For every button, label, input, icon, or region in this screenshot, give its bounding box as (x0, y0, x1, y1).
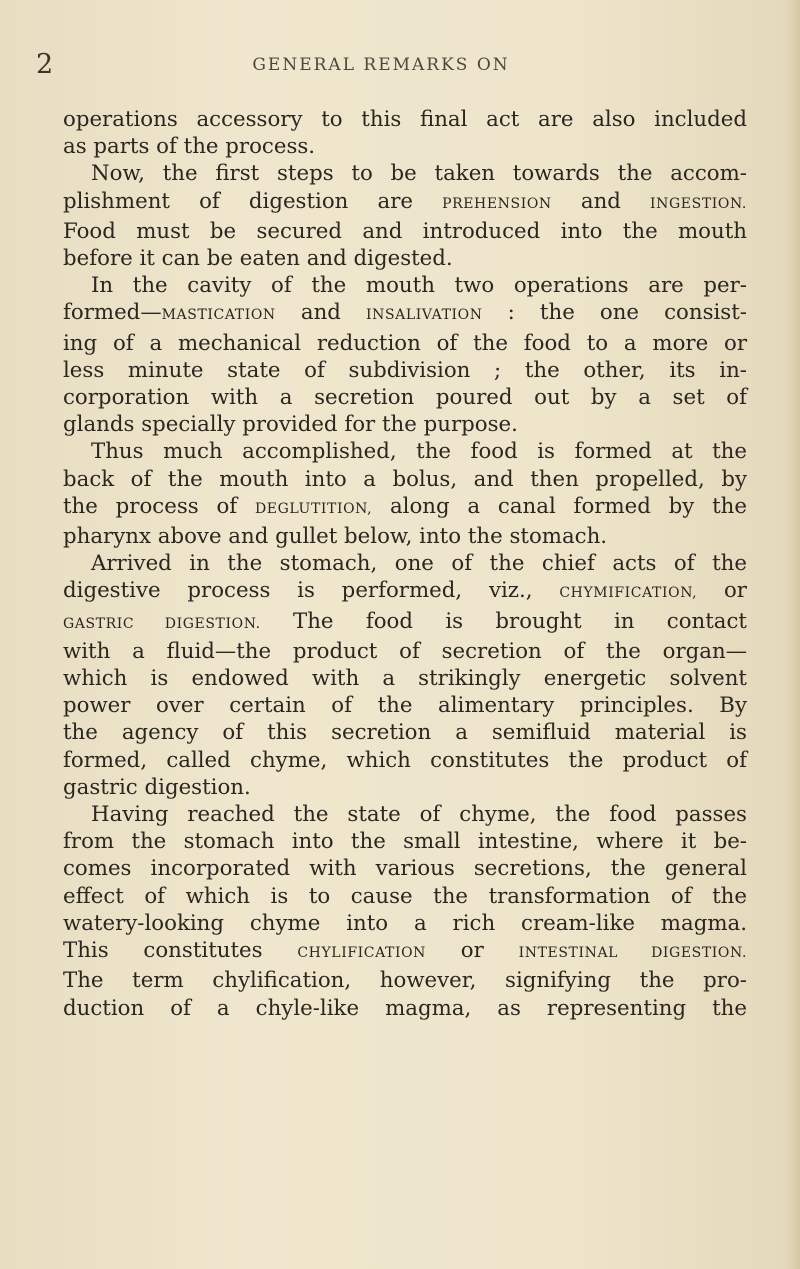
text-run: The food is brought in contact (260, 608, 747, 634)
text-line (63, 330, 747, 357)
text-line (63, 272, 747, 299)
page-edge-shadow (786, 0, 800, 1269)
text-line (63, 937, 747, 967)
text-line (63, 160, 747, 187)
text-line (63, 967, 747, 994)
text-run: plishment of digestion are (63, 188, 443, 214)
text-line (63, 245, 747, 272)
text-run: formed, called chyme, which constitutes the product of (63, 747, 747, 773)
text-line (63, 910, 747, 937)
small-caps-term: PREHENSION (442, 195, 552, 212)
text-run: glands specially provided for the purpose. (63, 412, 518, 438)
text-run: and (275, 300, 366, 326)
small-caps-term: INTESTINAL DIGESTION. (518, 945, 748, 962)
text-run: Now, the first steps to be taken towards the accom- (91, 161, 747, 187)
text-line (63, 466, 747, 493)
text-line (63, 665, 747, 692)
text-line (63, 828, 747, 855)
text-run: gastric digestion. (63, 774, 251, 800)
text-run: ing of a mechanical reduction of the food to a more or (63, 330, 747, 356)
text-run: comes incorporated with various secretions, the general (63, 856, 747, 882)
text-line (63, 523, 747, 550)
text-run: along a canal formed by the (372, 493, 747, 519)
small-caps-term: MASTICATION (161, 307, 276, 324)
text-run: Having reached the state of chyme, the food passes (91, 802, 747, 828)
text-line (63, 411, 747, 438)
text-line (63, 357, 747, 384)
text-run: back of the mouth into a bolus, and then propelled, by (63, 466, 747, 492)
text-run: before it can be eaten and digested. (63, 246, 453, 272)
text-line (63, 218, 747, 245)
text-run: In the cavity of the mouth two operations are per- (91, 273, 747, 299)
text-line (63, 188, 747, 218)
text-line (63, 719, 747, 746)
text-run: effect of which is to cause the transformation of the (63, 883, 747, 909)
text-line (63, 801, 747, 828)
page-header (36, 50, 726, 80)
text-run: power over certain of the alimentary principles. By (63, 693, 747, 719)
text-run: as parts of the process. (63, 134, 316, 160)
text-run: less minute state of subdivision ; the other, its in- (63, 357, 747, 383)
small-caps-term: CHYLIFICATION (297, 945, 427, 962)
text-run: or (426, 938, 519, 964)
text-line (63, 384, 747, 411)
text-line (63, 133, 747, 160)
text-line (63, 774, 747, 801)
text-run: and (551, 188, 651, 214)
text-run: corporation with a secretion poured out by a set of (63, 385, 747, 411)
text-run: watery-looking chyme into a rich cream-like magma. (63, 910, 747, 936)
text-run: pharynx above and gullet below, into the stomach. (63, 524, 608, 550)
text-line (63, 438, 747, 465)
text-line (63, 299, 747, 329)
text-run: with a fluid—the product of secretion of the organ— (63, 638, 747, 664)
text-line (63, 106, 747, 133)
text-run: formed— (63, 300, 162, 326)
text-run: : the one consist- (482, 300, 747, 326)
text-run: operations accessory to this final act are also included (63, 107, 747, 132)
small-caps-term: INSALIVATION (366, 307, 483, 324)
text-run: Food must be secured and introduced into the mouth (63, 218, 747, 244)
small-caps-term: DEGLUTITION, (254, 500, 373, 517)
running-head: GENERAL REMARKS ON (252, 55, 510, 75)
text-run: duction of a chyle-like magma, as representing the (63, 995, 747, 1021)
text-line (63, 493, 747, 523)
text-line (63, 638, 747, 665)
text-run: which is endowed with a strikingly energetic solvent (63, 666, 747, 692)
body-text (63, 106, 747, 1022)
text-run: from the stomach into the small intestine, where it be- (63, 829, 747, 855)
text-line (63, 747, 747, 774)
text-run: digestive process is performed, viz., (63, 578, 560, 604)
text-run: Thus much accomplished, the food is formed at the (91, 439, 747, 465)
text-line (63, 608, 747, 638)
text-line (63, 577, 747, 607)
small-caps-term: GASTRIC DIGESTION. (63, 615, 261, 632)
text-run: Arrived in the stomach, one of the chief acts of the (91, 551, 747, 577)
text-run: the process of (63, 493, 255, 519)
text-line (63, 883, 747, 910)
small-caps-term: INGESTION. (650, 195, 747, 212)
text-line (63, 855, 747, 882)
text-line (63, 692, 747, 719)
text-run: This constitutes (63, 938, 298, 964)
text-line (63, 995, 747, 1022)
text-run: The term chylification, however, signifying the pro- (63, 968, 747, 994)
small-caps-term: CHYMIFICATION, (559, 585, 698, 602)
text-run: or (697, 578, 747, 604)
text-line (63, 550, 747, 577)
text-run: the agency of this secretion a semifluid material is (63, 720, 747, 746)
page-number: 2 (36, 49, 54, 80)
